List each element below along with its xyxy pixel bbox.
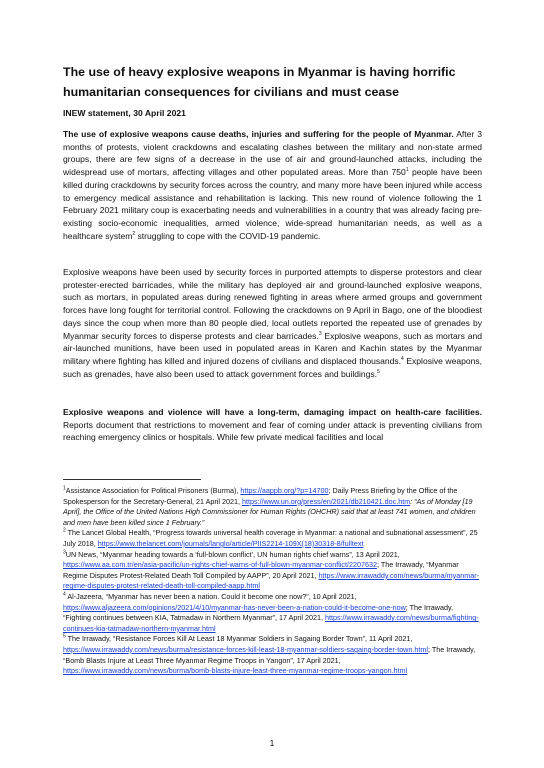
footnote-number: 5 xyxy=(63,633,66,640)
footnote-number: 2 xyxy=(63,527,66,534)
footnote-link[interactable]: https://aappb.org/?p=14700 xyxy=(240,486,329,495)
footnote-1 xyxy=(63,486,482,528)
document-title: The use of heavy explosive weapons in Myanmar is having horrific humanitarian consequences for civilians and must cease xyxy=(63,65,456,99)
paragraph-2-text-a: Explosive weapons have been used by security forces in purported attempts to disperse protestors and clear protester-erected barricades, while the military has deployed air and ground-launched explosive weapons, such as mortars, in populated areas during renewed fighting in areas where armed groups and government forces have long fought for territorial control. Following the crackdowns on 9 April in Bago, one of the bloodiest days since the coup when more than 80 people died, local outlets reported the repeated use of grenades by Myanmar security forces to disperse protests and clear barricades. xyxy=(63,267,482,341)
footnote-text: ; Daily Press Briefing by the Office of the Spokesperson for the Secretary-General, 21 April 2021, xyxy=(63,486,458,506)
footnote-number: 3 xyxy=(63,549,66,556)
paragraph-3-lead: Explosive weapons and violence will have a long-term, damaging impact on health-care facilities. xyxy=(63,407,482,417)
footnote-text: ; The Irrawady, “Myanmar Regime Disputes Protest-Related Death Toll Compiled by AAPP”, 20 April 2021, xyxy=(63,560,459,580)
footnote-text: The Lancet Global Health, “Progress towards universal health coverage in Myanmar: a national and subnational assessment”, 25 July 2018, xyxy=(63,528,478,548)
paragraph-1 xyxy=(63,128,482,242)
paragraph-2-text-b: Explosive weapons, such as mortars and air-launched munitions, have been used in populated areas in Karen and Kachin states by the Myanmar military where fighting has killed and injured dozens of civilians and displaced thousands. xyxy=(63,330,482,366)
paragraph-1-text-a: After 3 months of protests, violent crackdowns and escalating clashes between the military and non-state armed groups, there are few signs of a decrease in the use of air and ground-launched attacks, including the widespread use of mortars, affecting villages and other populated areas. More than 750 xyxy=(63,129,482,178)
footnote-number: 4 xyxy=(63,591,66,598)
footnote-link[interactable]: https://www.thelancet.com/journals/langlo/article/PIIS2214-109X(18)30318-8/fulltext xyxy=(97,538,364,548)
paragraph-2-text-c: Explosive weapons, such as grenades, have also been used to attack government forces and buildings. xyxy=(63,355,483,379)
footnote-number: 1 xyxy=(63,485,66,492)
footnote-link[interactable]: https://www.irrawaddy.com/news/burma/bomb-blasts-injure-least-three-myanmar-regime-troops-yangon.html xyxy=(63,666,408,676)
footnote-link[interactable]: https://www.irrawaddy.com/news/burma/fighting-continues-kia-tatmadaw-northern-myanmar.html xyxy=(63,613,479,633)
page-number: 1 xyxy=(269,738,275,748)
paragraph-3 xyxy=(63,406,482,444)
footnote-ref-1[interactable]: 1 xyxy=(405,167,409,174)
statement-line: INEW statement, 30 April 2021 xyxy=(63,108,186,118)
footnote-ref-2[interactable]: 2 xyxy=(132,230,136,237)
paragraph-1-text-b: people have been killed during crackdowns by security forces across the country, and many more have been injured while access to emergency medical assistance and rehabilitation is lacking. This new round of violence following the 1 February 2021 military coup is exacerbating needs and vulnerabilities in a country that was already facing pre-existing socio-economic inequalities, armed violence, wide-spread humanitarian needs, as well as a healthcare system xyxy=(63,167,482,241)
footnote-ref-3[interactable]: 3 xyxy=(318,330,322,337)
footnote-text: ; The Irrawady, “Bomb Blasts Injure at Least Three Myanmar Regime Troops in Yangon”, 17 April 2021, xyxy=(63,644,476,665)
paragraph-3-text-a: Reports document that restrictions to movement and fear of coming under attack is preventing civilians from reaching emergency clinics or hospitals. While few private medical facilities and local xyxy=(63,419,482,443)
footnote-4 xyxy=(63,592,482,634)
footnote-link[interactable]: https://www.aljazeera.com/opinions/2021/4/10/myanmar-has-never-been-a-nation-could-it-become-one-now xyxy=(63,602,406,612)
footnote-link[interactable]: https://www.aa.com.tr/en/asia-pacific/un-rights-chief-warns-of-full-blown-myanmar-conflict/2207632 xyxy=(63,560,377,570)
footnote-divider xyxy=(63,479,201,480)
paragraph-1-lead: The use of explosive weapons cause deaths, injuries and suffering for the people of Myanmar. xyxy=(63,129,454,139)
paragraph-1-text-c: struggling to cope with the COVID-19 pandemic. xyxy=(135,230,321,241)
paragraph-2 xyxy=(63,266,482,380)
footnote-link[interactable]: https://www.irrawaddy.com/news/burma/myanmar-regime-disputes-protest-related-death-toll-compiled-aapp.html xyxy=(63,570,479,591)
footnote-link[interactable]: https://www.un.org/press/en/2021/db210421.doc.htm xyxy=(242,496,411,506)
footnote-3 xyxy=(63,550,482,592)
footnote-ref-5[interactable]: 5 xyxy=(377,368,380,375)
footnote-link[interactable]: https://www.irrawaddy.com/news/burma/resistance-forces-kill-least-18-myanmar-soldiers-sagaing-border-town.html xyxy=(63,644,428,654)
footnotes xyxy=(63,486,482,677)
footnote-text: UN News, “Myanmar heading towards a ‘full-blown conflict’, UN human rights chief warns”, 13 April 2021, xyxy=(65,549,400,559)
footnote-ref-4[interactable]: 4 xyxy=(401,356,404,363)
footnote-2 xyxy=(63,528,482,549)
footnote-text: ; The Irrawady, “Fighting continues between KIA, Tatmadaw in Northern Myanmar”, 17 April 2021, xyxy=(63,602,454,623)
footnote-text: Al-Jazeera, “Myanmar has never been a nation. Could it become one now?”, 10 April 2021, xyxy=(65,591,357,601)
footnote-text: The Irrawady, “Resistance Forces Kill At Least 18 Myanmar Soldiers in Sagaing Border Town”, 11 April 2021, xyxy=(65,634,413,644)
footnote-quote: : “As of Monday [19 April], the Office of the United Nations High Commissioner for Human Rights (OHCHR) said that at least 741 women, and children and men have been killed since 1 February.” xyxy=(63,496,476,527)
footnote-5 xyxy=(63,634,482,676)
footnote-text: Assistance Association for Political Prisoners (Burma), xyxy=(65,486,241,495)
